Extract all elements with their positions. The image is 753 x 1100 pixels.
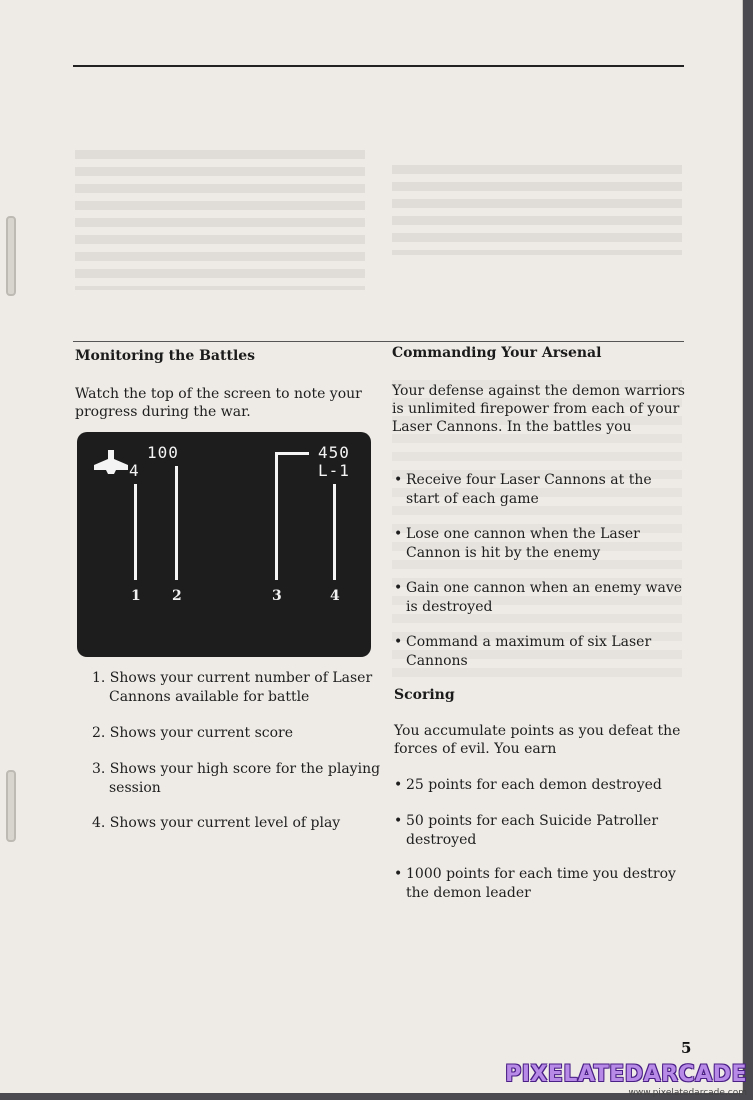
high-score: 450 <box>318 443 350 462</box>
scoring-bullet: • 50 points for each Suicide Patroller destroyed <box>394 812 686 850</box>
section-heading-scoring: Scoring <box>394 687 455 703</box>
game-screen-illustration <box>77 432 371 657</box>
arsenal-bullet: • Receive four Laser Cannons at the start of each game <box>394 471 686 509</box>
arsenal-bullet: • Command a maximum of six Laser Cannons <box>394 633 686 671</box>
pointer-line-1 <box>134 484 137 580</box>
laser-cannon-icon <box>94 450 128 474</box>
current-score: 100 <box>147 443 179 462</box>
callout-label-3: 3 <box>272 588 282 604</box>
pointer-line-3-bracket <box>275 452 309 455</box>
callout-label-2: 2 <box>172 588 182 604</box>
watermark-title: PIXELATEDARCADE <box>505 1062 747 1087</box>
callout-label-1: 1 <box>131 588 141 604</box>
list-item: 1. Shows your current number of Laser Cannons available for battle <box>92 670 373 705</box>
scoring-bullet: • 25 points for each demon destroyed <box>394 776 696 795</box>
section-heading-arsenal: Commanding Your Arsenal <box>392 345 602 361</box>
pointer-line-4 <box>333 484 336 580</box>
bleed-through-text <box>75 150 365 290</box>
list-item: 2. Shows your current score <box>92 725 294 741</box>
scoring-bullet: • 1000 points for each time you destroy the demon leader <box>394 865 696 903</box>
top-rule <box>73 65 684 67</box>
list-item: 3. Shows your high score for the playing session <box>92 761 381 796</box>
watermark <box>505 1063 747 1098</box>
pointer-line-2 <box>175 466 178 580</box>
pointer-line-3 <box>275 452 278 580</box>
section-heading-monitoring: Monitoring the Battles <box>75 348 256 364</box>
list-item: 4. Shows your current level of play <box>92 815 341 831</box>
level-indicator: L-1 <box>318 461 350 480</box>
arsenal-bullet: • Lose one cannon when the Laser Cannon is hit by the enemy <box>394 525 686 563</box>
cannons-count: 4 <box>129 461 140 480</box>
bleed-through-text <box>392 165 682 255</box>
monitoring-intro: Watch the top of the screen to note your progress during the war. <box>75 386 362 420</box>
arsenal-bullet: • Gain one cannon when an enemy wave is destroyed <box>394 579 686 617</box>
callout-label-4: 4 <box>330 588 340 604</box>
scoring-intro: You accumulate points as you defeat the forces of evil. You earn <box>394 723 681 757</box>
watermark-url: www.pixelatedarcade.com <box>628 1088 747 1098</box>
staple <box>6 770 16 842</box>
section-rule <box>73 341 684 342</box>
arsenal-intro: Your defense against the demon warriors is unlimited firepower from each of your Laser Cannons. In the battles you <box>392 383 685 435</box>
page-number: 5 <box>681 1039 692 1057</box>
staple <box>6 216 16 296</box>
